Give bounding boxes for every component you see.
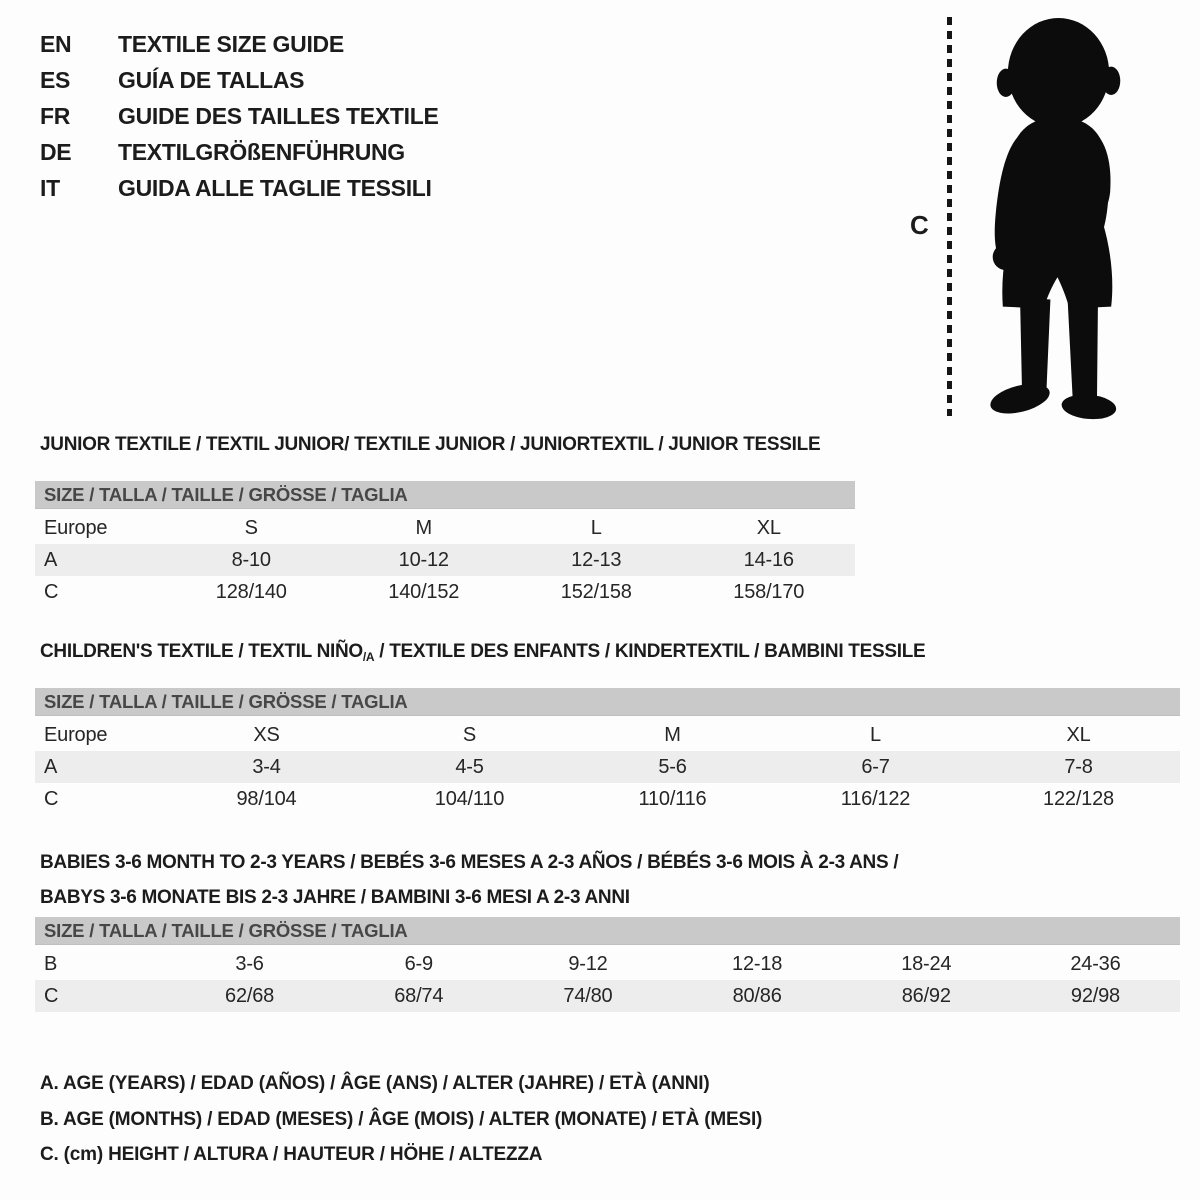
- junior-section-title: JUNIOR TEXTILE / TEXTIL JUNIOR/ TEXTILE JUNIOR / JUNIORTEXTIL / JUNIOR TESSILE: [40, 434, 821, 455]
- table-cell: 80/86: [732, 985, 782, 1007]
- table-cell: 8-10: [231, 549, 271, 571]
- legend-line: A. AGE (YEARS) / EDAD (AÑOS) / ÂGE (ANS) / ALTER (JAHRE) / ETÀ (ANNI): [40, 1073, 710, 1094]
- row-label: A: [44, 756, 58, 778]
- table-row: [35, 719, 1180, 751]
- language-title-row: [40, 134, 439, 170]
- baby-silhouette-shape: [987, 18, 1120, 421]
- table-cell: 3-6: [235, 953, 264, 975]
- table-cell: 98/104: [236, 788, 297, 810]
- table-cell: 18-24: [901, 953, 952, 975]
- children-title-prefix: CHILDREN'S TEXTILE / TEXTIL NIÑO: [40, 641, 363, 662]
- babies-title-line1: BABIES 3-6 MONTH TO 2-3 YEARS / BEBÉS 3-6 MESES A 2-3 AÑOS / BÉBÉS 3-6 MOIS À 2-3 ANS /: [40, 852, 899, 873]
- height-measure-label-c: C: [910, 210, 929, 240]
- language-guide-title: GUÍA DE TALLAS: [118, 66, 305, 93]
- legend: [40, 1066, 762, 1173]
- table-cell: XS: [253, 724, 280, 746]
- size-header-band: SIZE / TALLA / TAILLE / GRÖSSE / TAGLIA: [35, 688, 1180, 716]
- table-cell: 140/152: [388, 581, 460, 603]
- table-rows: [35, 948, 1180, 1012]
- table-row: [35, 980, 1180, 1012]
- table-cell: 122/128: [1043, 788, 1114, 810]
- table-cell: 7-8: [1064, 756, 1093, 778]
- table-cell: M: [664, 724, 681, 746]
- table-row: [35, 783, 1180, 815]
- language-title-row: [40, 98, 439, 134]
- table-cell: 12-13: [571, 549, 622, 571]
- row-label: Europe: [44, 724, 108, 746]
- language-code: FR: [40, 102, 71, 129]
- language-code: EN: [40, 30, 72, 57]
- row-label: Europe: [44, 517, 108, 539]
- language-guide-title: TEXTILE SIZE GUIDE: [118, 30, 344, 57]
- table-cell: 92/98: [1070, 985, 1120, 1007]
- table-cell: 116/122: [840, 788, 911, 810]
- babies-size-table: [35, 917, 1180, 1012]
- babies-section-title: [40, 845, 898, 915]
- baby-silhouette-figure: [968, 16, 1148, 421]
- row-label: C: [44, 788, 59, 810]
- table-row: [35, 512, 855, 544]
- row-label: C: [44, 985, 59, 1007]
- language-guide-title: GUIDE DES TAILLES TEXTILE: [118, 102, 439, 129]
- table-cell: 104/110: [434, 788, 505, 810]
- table-cell: 4-5: [455, 756, 484, 778]
- table-cell: 6-9: [404, 953, 433, 975]
- table-cell: 3-4: [252, 756, 281, 778]
- table-cell: 152/158: [560, 581, 632, 603]
- table-cell: L: [870, 724, 881, 746]
- table-cell: 12-18: [732, 953, 783, 975]
- language-title-row: [40, 26, 439, 62]
- table-cell: 6-7: [861, 756, 890, 778]
- row-label: B: [44, 953, 58, 975]
- children-section-title: [40, 641, 925, 664]
- table-cell: 24-36: [1070, 953, 1121, 975]
- language-guide-title: TEXTILGRÖßENFÜHRUNG: [118, 138, 405, 165]
- legend-line: B. AGE (MONTHS) / EDAD (MESES) / ÂGE (MOIS) / ALTER (MONATE) / ETÀ (MESI): [40, 1108, 763, 1130]
- table-row: [35, 948, 1180, 980]
- table-cell: 14-16: [743, 549, 794, 571]
- table-cell: 9-12: [568, 953, 608, 975]
- table-cell: L: [590, 517, 602, 539]
- language-title-list: [40, 26, 439, 206]
- table-cell: 62/68: [225, 985, 275, 1007]
- table-cell: 5-6: [658, 756, 687, 778]
- language-title-row: [40, 62, 439, 98]
- table-cell: 74/80: [563, 985, 613, 1007]
- table-cell: 10-12: [398, 549, 449, 571]
- table-row: [35, 751, 1180, 783]
- table-cell: M: [415, 517, 432, 539]
- language-title-row: [40, 170, 439, 206]
- table-cell: S: [244, 517, 258, 539]
- row-label: C: [44, 581, 59, 603]
- table-cell: XL: [1066, 724, 1091, 746]
- table-rows: [35, 512, 855, 608]
- table-row: [35, 576, 855, 608]
- table-cell: 158/170: [733, 581, 805, 603]
- table-cell: 68/74: [394, 985, 444, 1007]
- size-header-band: SIZE / TALLA / TAILLE / GRÖSSE / TAGLIA: [35, 917, 1180, 945]
- table-row: [35, 544, 855, 576]
- language-guide-title: GUIDA ALLE TAGLIE TESSILI: [118, 174, 432, 201]
- junior-size-table: [35, 481, 855, 608]
- children-title-suffix: / TEXTILE DES ENFANTS / KINDERTEXTIL / BAMBINI TESSILE: [374, 641, 926, 662]
- language-code: IT: [40, 174, 60, 201]
- language-code: ES: [40, 66, 71, 93]
- language-code: DE: [40, 138, 72, 165]
- table-cell: XL: [756, 517, 781, 539]
- row-label: A: [44, 549, 58, 571]
- table-cell: 110/116: [638, 788, 707, 810]
- table-cell: S: [462, 724, 477, 746]
- size-header-band: SIZE / TALLA / TAILLE / GRÖSSE / TAGLIA: [35, 481, 855, 509]
- babies-title-line2: BABYS 3-6 MONATE BIS 2-3 JAHRE / BAMBINI 3-6 MESI A 2-3 ANNI: [40, 887, 630, 908]
- children-title-subscript: /A: [362, 650, 375, 664]
- children-size-table: [35, 688, 1180, 815]
- table-cell: 86/92: [901, 985, 951, 1007]
- legend-line: C. (cm) HEIGHT / ALTURA / HAUTEUR / HÖHE / ALTEZZA: [40, 1144, 543, 1165]
- table-rows: [35, 719, 1180, 815]
- height-measure-dashed-line: [947, 17, 952, 416]
- table-cell: 128/140: [215, 581, 287, 603]
